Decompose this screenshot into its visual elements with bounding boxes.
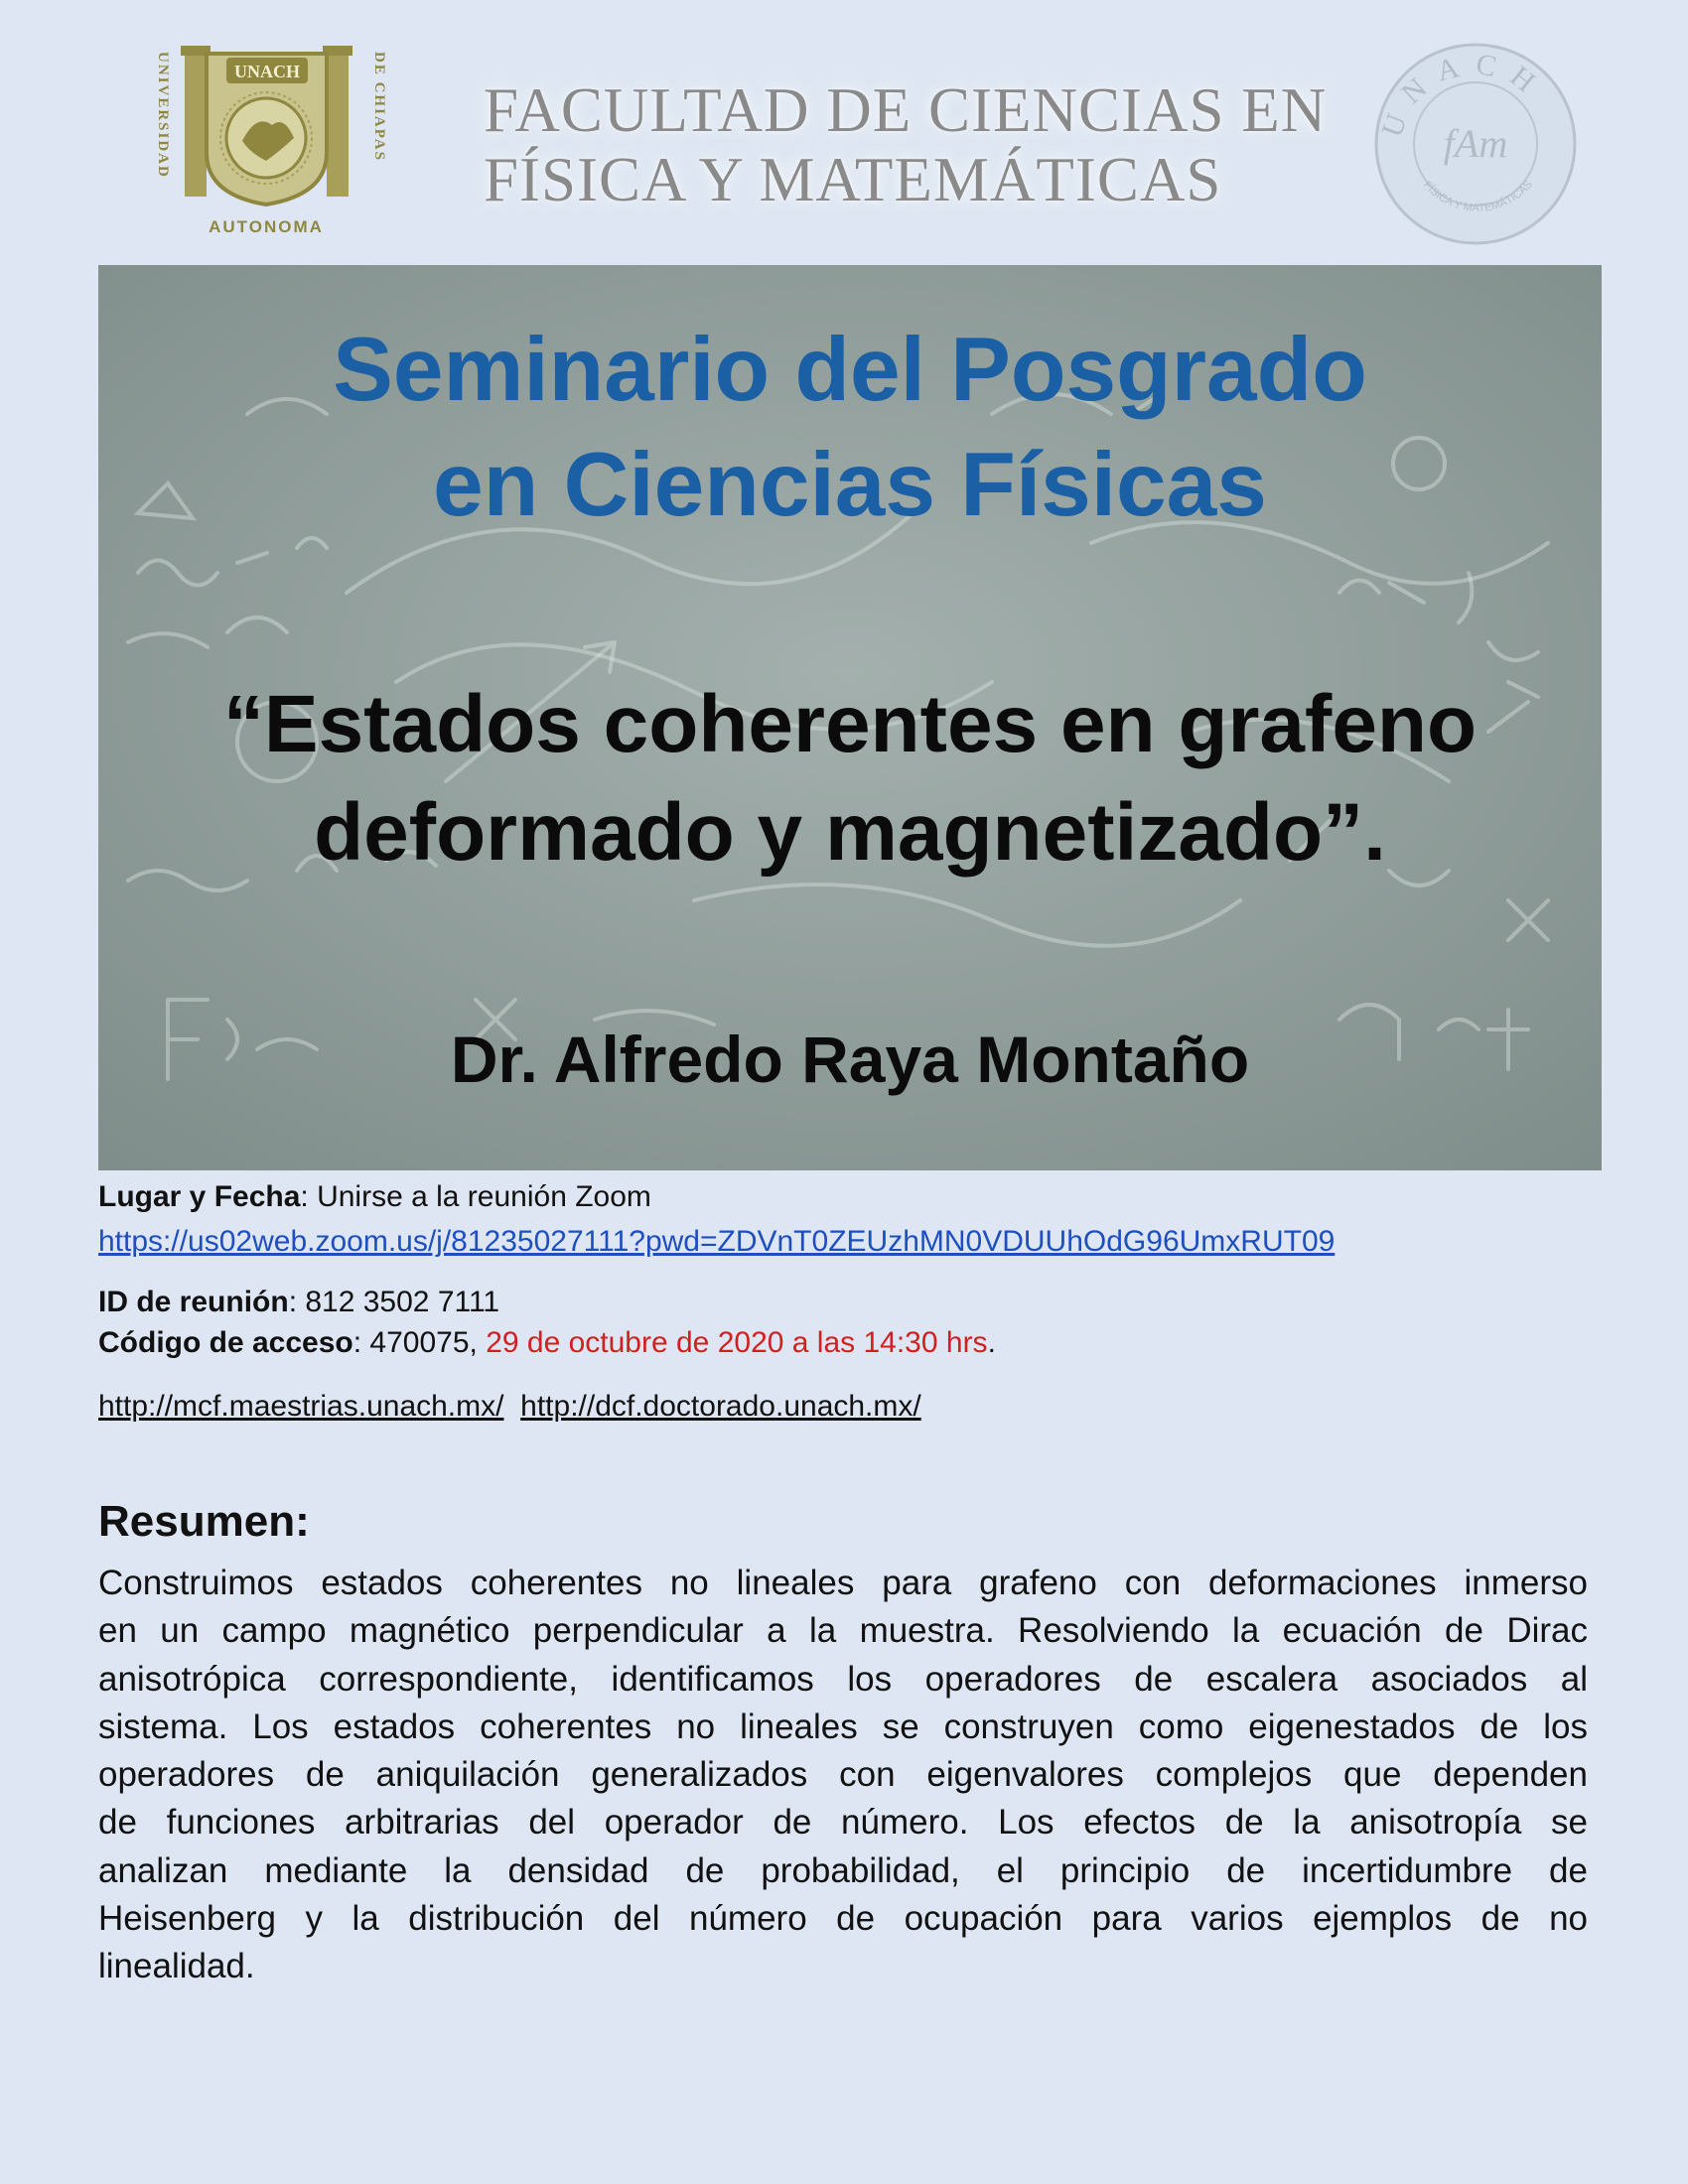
university-seal-icon: [145, 44, 388, 239]
meeting-id-label: ID de reunión: [98, 1286, 289, 1318]
access-code-label: Código de acceso: [98, 1326, 353, 1359]
talk-title: [98, 670, 1602, 887]
faculty-title: [484, 75, 1328, 214]
seminar-title: [98, 313, 1602, 543]
doctorate-program-link[interactable]: http://dcf.doctorado.unach.mx/: [520, 1390, 921, 1423]
zoom-url-line: [98, 1224, 1335, 1260]
event-date-time: 29 de octubre de 2020 a las 14:30 hrs: [486, 1326, 988, 1359]
zoom-meeting-link[interactable]: https://us02web.zoom.us/j/81235027111?pwd=ZDVnT0ZEUzhMN0VDUUhOdG96UmxRUT09: [98, 1225, 1336, 1258]
seminar-title-line-2: en Ciencias Físicas: [433, 435, 1267, 535]
place-date-value: : Unirse a la reunión Zoom: [300, 1180, 651, 1213]
abstract-line: operadores de aniquilación generalizados con eigenvalores complejos que dependen: [98, 1755, 1588, 1795]
talk-title-line-2: deformado y magnetizado”.: [314, 787, 1386, 878]
speaker-name: Dr. Alfredo Raya Montaño: [450, 1023, 1250, 1096]
abstract-line: linealidad.: [98, 1947, 255, 1986]
logo-left-bottom-text: AUTONOMA: [209, 217, 324, 236]
header: [0, 0, 1688, 263]
seminar-title-line-1: Seminario del Posgrado: [333, 320, 1367, 420]
abstract-line: de funciones arbitrarias del operador de número. Los efectos de la anisotropía se: [98, 1803, 1588, 1843]
logo-right-top-text: UNACH: [1375, 47, 1553, 142]
logo-left-top-text: UNACH: [234, 62, 300, 81]
abstract-heading: Resumen:: [98, 1497, 310, 1546]
access-code-value: : 470075,: [352, 1326, 487, 1359]
place-date-label: Lugar y Fecha: [98, 1180, 301, 1213]
event-date-time-suffix: .: [987, 1326, 996, 1359]
abstract-line: en un campo magnético perpendicular a la muestra. Resolviendo la ecuación de Dirac: [98, 1611, 1588, 1651]
place-date-line: [98, 1179, 651, 1215]
logo-right-side-text: DE CHIAPAS: [371, 52, 387, 162]
abstract-line: anisotrópica correspondiente, identificamos los operadores de escalera asociados al: [98, 1659, 1588, 1699]
logo-right-bottom-text: FÍSICA Y MATEMÁTICAS: [1421, 178, 1535, 214]
faculty-seal-icon: [1371, 40, 1580, 248]
seminar-banner: [98, 265, 1602, 1170]
faculty-title-line-2: FÍSICA Y MATEMÁTICAS: [484, 145, 1222, 214]
logo-right-center-text: fAm: [1443, 121, 1508, 166]
abstract-line: Construimos estados coherentes no lineales para grafeno con deformaciones inmerso: [98, 1564, 1588, 1602]
abstract-line: Heisenberg y la distribución del número de ocupación para varios ejemplos de no: [98, 1899, 1588, 1939]
meeting-id-value: : 812 3502 7111: [288, 1286, 500, 1318]
faculty-title-line-1: FACULTAD DE CIENCIAS EN: [484, 75, 1328, 145]
access-code-line: [98, 1325, 996, 1361]
program-links-line: [98, 1389, 921, 1425]
masters-program-link[interactable]: http://mcf.maestrias.unach.mx/: [98, 1390, 504, 1423]
abstract-line: analizan mediante la densidad de probabilidad, el principio de incertidumbre de: [98, 1850, 1588, 1890]
logo-left-side-text: UNIVERSIDAD: [155, 52, 171, 179]
abstract-body: [98, 1560, 1588, 1991]
talk-title-line-1: “Estados coherentes en grafeno: [222, 679, 1477, 769]
abstract-line: sistema. Los estados coherentes no lineales se construyen como eigenestados de los: [98, 1706, 1588, 1746]
meeting-id-line: [98, 1285, 499, 1320]
